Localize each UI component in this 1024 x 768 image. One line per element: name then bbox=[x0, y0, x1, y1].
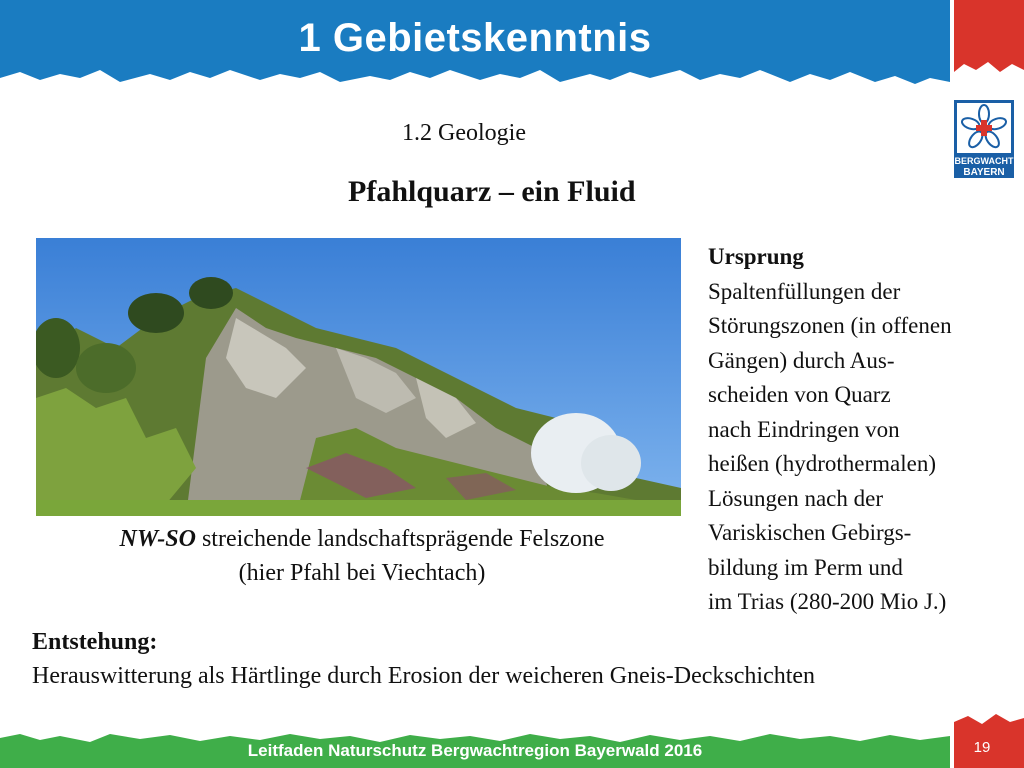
ursprung-line: Variskischen Gebirgs- bbox=[708, 520, 912, 545]
ursprung-line: Störungszonen (in offenen bbox=[708, 313, 952, 338]
header-accent-bar bbox=[954, 0, 1024, 95]
entstehung-section bbox=[32, 625, 815, 693]
ursprung-line: Spaltenfüllungen der bbox=[708, 278, 901, 304]
ursprung-line: Gängen) durch Aus- bbox=[708, 347, 895, 373]
landscape-photo bbox=[36, 238, 681, 516]
entstehung-title: Entstehung: bbox=[32, 629, 158, 655]
svg-text:BERGWACHT: BERGWACHT bbox=[954, 156, 1014, 166]
bergwacht-logo bbox=[954, 100, 1014, 178]
ursprung-line: im Trias (280-200 Mio J.) bbox=[708, 589, 947, 614]
svg-text:BAYERN: BAYERN bbox=[963, 167, 1005, 178]
page-number: 19 bbox=[973, 739, 991, 756]
caption-direction: NW-SO bbox=[119, 526, 196, 552]
section-subtitle: 1.2 Geologie bbox=[402, 120, 526, 146]
slide-heading: Pfahlquarz – ein Fluid bbox=[348, 175, 636, 208]
ursprung-line: bildung im Perm und bbox=[708, 554, 903, 580]
caption-text: streichende landschaftsprägende Felszone bbox=[195, 526, 605, 552]
ursprung-line: Lösungen nach der bbox=[708, 485, 883, 511]
ursprung-line: heißen (hydrothermalen) bbox=[708, 451, 936, 476]
entstehung-text: Herauswitterung als Härtlinge durch Erosion der weicheren Gneis-Deckschichten bbox=[32, 663, 816, 689]
caption-line-1 bbox=[36, 522, 688, 556]
photo-caption bbox=[36, 522, 688, 590]
ursprung-section bbox=[708, 240, 1018, 620]
caption-line-2: (hier Pfahl bei Viechtach) bbox=[238, 560, 486, 586]
ursprung-line: scheiden von Quarz bbox=[708, 382, 891, 407]
ursprung-title: Ursprung bbox=[708, 244, 804, 269]
page-title: 1 Gebietskenntnis bbox=[298, 16, 652, 60]
ursprung-line: nach Eindringen von bbox=[708, 416, 900, 442]
footer-text: Leitfaden Naturschutz Bergwachtregion Bayerwald 2016 bbox=[247, 741, 703, 760]
